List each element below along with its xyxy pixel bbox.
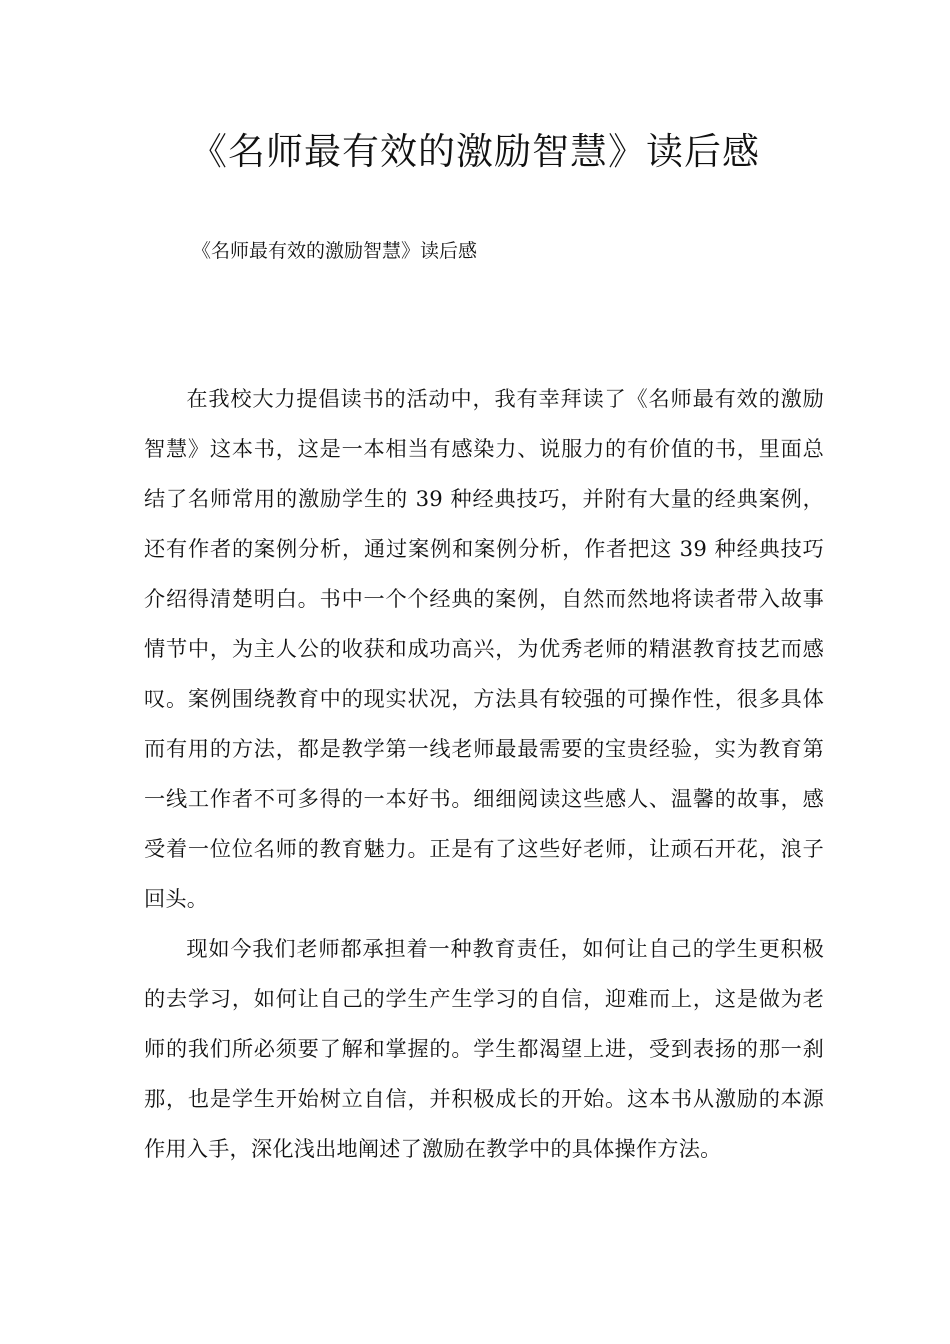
document-subtitle: 《名师最有效的激励智慧》读后感 xyxy=(192,240,478,262)
document-title: 《名师最有效的激励智慧》读后感 xyxy=(190,130,760,173)
body-paragraph: 现如今我们老师都承担着一种教育责任，如何让自己的学生更积极的去学习，如何让自己的学生产生学习的自信，迎难而上，这是做为老师的我们所必须要了解和掌握的。学生都渴望上进，受到表扬的那一刹那，也是学生开始树立自信，并积极成长的开始。这本书从激励的本源作用入手，深化浅出地阐述了激励在教学中的具体操作方法。 xyxy=(144,936,824,1161)
body-paragraph: 在我校大力提倡读书的活动中，我有幸拜读了《名师最有效的激励智慧》这本书，这是一本相当有感染力、说服力的有价值的书，里面总结了名师常用的激励学生的 39 种经典技巧，并附有大量的经典案例，还有作者的案例分析，通过案例和案例分析，作者把这 39 种经典技巧介绍得清楚明白。书中一个个经典的案例，自然而然地将读者带入故事情节中，为主人公的收获和成功高兴，为优秀老师的精湛教育技艺而感叹。案例围绕教育中的现实状况，方法具有较强的可操作性，很多具体而有用的方法，都是教学第一线老师最最需要的宝贵经验，实为教育第一线工作者不可多得的一本好书。细细阅读这些感人、温馨的故事，感受着一位位名师的教育魅力。正是有了这些好老师，让顽石开花，浪子回头。 xyxy=(144,386,824,911)
